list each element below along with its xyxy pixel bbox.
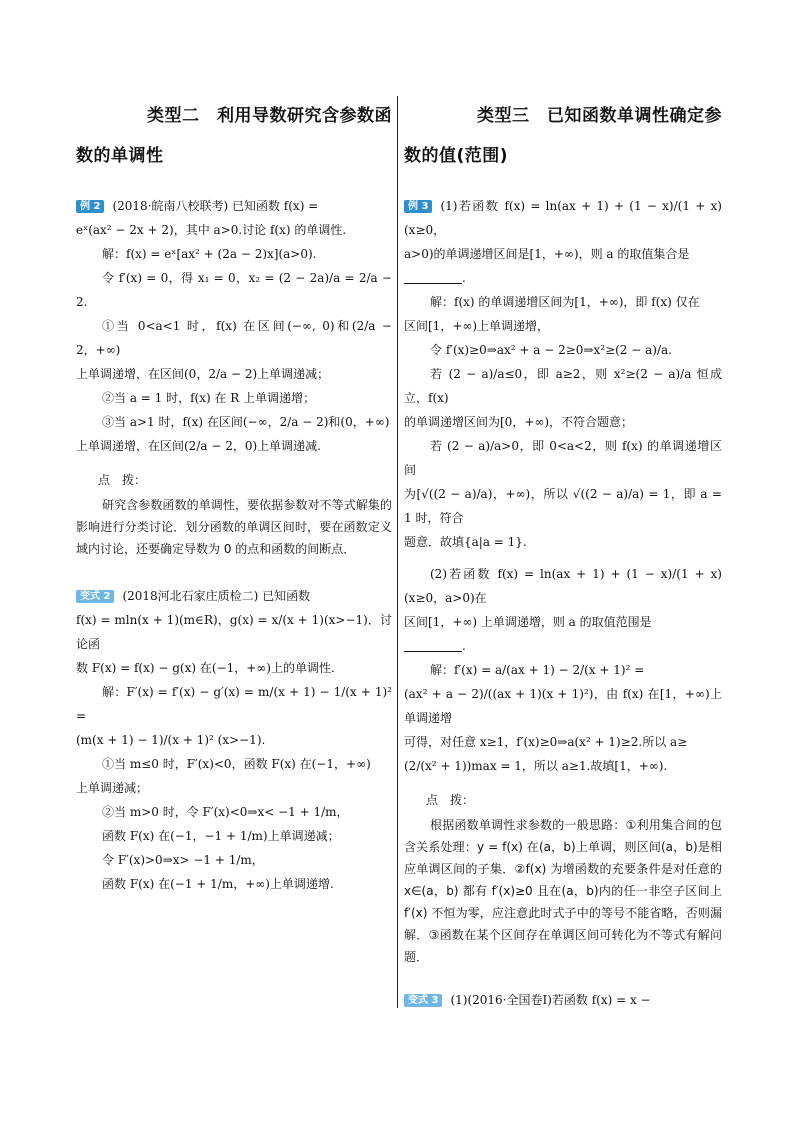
variant-2-statement-cont: 数 F(x) = f(x) − g(x) 在(−1，+∞)上的单调性. <box>76 661 335 675</box>
variant-3-statement: 变式 3 (1)(2016·全国卷Ⅰ)若函数 f(x) = x − <box>404 988 722 1012</box>
tip-label: 点 拨： <box>98 473 147 487</box>
tip-text: 研究含参数函数的单调性，要依据参数对不等式解集的影响进行分类讨论．划分函数的单调区间时，要在函数定义域内讨论，还要确定导数为 0 的点和函数的间断点． <box>76 498 392 556</box>
solution-line: 解：F′(x) = f′(x) − g′(x) = m/(x + 1) − 1/(x + 1)² = <box>76 685 392 723</box>
solution-line: 函数 F(x) 在(−1 + 1/m，+∞)上单调递增. <box>102 877 334 891</box>
example-3-question-2: (2)若函数 f(x) = ln(ax + 1) + (1 − x)/(1 + x)(x≥0，a>0)在 <box>404 567 722 605</box>
solution-line: 上单调递减； <box>76 781 149 795</box>
tip-text: 根据函数单调性求参数的一般思路：①利用集合间的包含关系处理：y = f(x) 在(a，b)上单调，则区间(a，b)是相应单调区间的子集．②f(x) 为增函数的充要条件是对任意的 x∈(a，b) 都有 f′(x)≥0 且在(a，b)内的任一非空子区间上 f′(x) 不恒为零，应注意此时式子中的等号不能省略，否则漏解．③函数在某个区间存在单调区间可转化为不等式有解问题． <box>404 818 722 964</box>
solution-line: 区间[1，+∞)上单调递增， <box>404 319 550 333</box>
example-2-statement-cont: eˣ(ax² − 2x + 2)，其中 a>0.讨论 f(x) 的单调性. <box>76 223 347 237</box>
answer-blank <box>404 271 462 284</box>
variant-2-statement: 变式 2 (2018河北石家庄质检二) 已知函数 <box>76 584 392 608</box>
solution-line: 若 (2 − a)/a>0，即 0<a<2，则 f(x) 的单调递增区间 <box>404 439 722 477</box>
solution-line: 若 (2 − a)/a≤0，即 a≥2，则 x²≥(2 − a)/a 恒成立，f(x) <box>404 367 722 405</box>
solution-line: ②当 m>0 时，令 F′(x)<0⇒x< −1 + 1/m， <box>102 805 349 819</box>
example-2 <box>76 194 392 458</box>
variant-2-tag: 变式 2 <box>76 590 114 603</box>
solution-line: 的单调递增区间为[0，+∞)，不符合题意； <box>404 415 634 429</box>
solution-line: 令 f′(x) = 0，得 x₁ = 0，x₂ = (2 − 2a)/a = 2/a − 2. <box>76 271 392 309</box>
solution-line: (ax² + a − 2)/((ax + 1)(x + 1)²)，由 f(x) 在[1，+∞)上单调递增 <box>404 687 722 725</box>
solution-line: (2/(x² + 1))max = 1，所以 a≥1.故填[1，+∞). <box>404 759 668 773</box>
tip-label: 点 拨： <box>426 793 475 807</box>
column-divider <box>397 96 398 1008</box>
variant-2-statement-cont: f(x) = mln(x + 1)(m∈R)，g(x) = x/(x + 1)(x>−1)．讨论函 <box>76 613 392 651</box>
solution-line: 题意．故填{a|a = 1}. <box>404 535 527 549</box>
answer-blank <box>404 639 462 652</box>
section-heading-type3: 类型三 已知函数单调性确定参 <box>477 106 722 126</box>
section-heading-type2: 类型二 利用导数研究含参数函 <box>147 106 392 126</box>
variant-3-tag: 变式 3 <box>404 994 442 1007</box>
solution-line: 令 F′(x)>0⇒x> −1 + 1/m， <box>102 853 264 867</box>
example-2-statement: 例 2 (2018·皖南八校联考) 已知函数 f(x) = <box>76 194 392 218</box>
right-column <box>404 96 722 1012</box>
answer-blank-line: . <box>404 266 722 290</box>
solution-line: ③当 a>1 时，f(x) 在区间(−∞，2/a − 2)和(0，+∞) <box>102 415 390 429</box>
section-heading-type3-cont: 数的值(范围) <box>404 146 509 166</box>
variant-2 <box>76 584 392 896</box>
section-heading-type2-cont: 数的单调性 <box>76 146 164 166</box>
solution-line: ①当 0<a<1 时，f(x) 在区间(−∞, 0)和(2/a − 2，+∞) <box>76 319 392 357</box>
example-3-tag: 例 3 <box>404 200 432 213</box>
example-3-question-2-cont: 区间[1，+∞) 上单调递增，则 a 的取值范围是 <box>404 615 652 629</box>
answer-blank-line: . <box>404 634 722 658</box>
solution-line: 解：f(x) 的单调递增区间为[1，+∞)，即 f(x) 仅在 <box>430 295 700 309</box>
solution-line: 函数 F(x) 在(−1，−1 + 1/m)上单调递减； <box>102 829 340 843</box>
solution-line: 为[√((2 − a)/a)，+∞)，所以 √((2 − a)/a) = 1，即 a = 1 时，符合 <box>404 487 722 525</box>
solution-line: 解：f′(x) = a/(ax + 1) − 2/(x + 1)² = <box>430 663 645 677</box>
solution-line: 可得，对任意 x≥1，f′(x)≥0⇒a(x² + 1)≥2.所以 a≥ <box>404 735 688 749</box>
left-column <box>76 96 392 896</box>
solution-line: 解：f(x) = eˣ[ax² + (2a − 2)x](a>0). <box>102 247 317 261</box>
solution-line: ①当 m≤0 时，F′(x)<0，函数 F(x) 在(−1，+∞) <box>102 757 371 771</box>
solution-line: 令 f′(x)≥0⇒ax² + a − 2≥0⇒x²≥(2 − a)/a. <box>430 343 672 357</box>
solution-line: 上单调递增，在区间(2/a − 2，0)上单调递减. <box>76 439 321 453</box>
example-3 <box>404 194 722 778</box>
example-3-question-1: 例 3 (1)若函数 f(x) = ln(ax + 1) + (1 − x)/(1 + x)(x≥0， <box>404 199 722 237</box>
variant-3 <box>404 988 722 1012</box>
solution-line: (m(x + 1) − 1)/(x + 1)² (x>−1). <box>76 733 266 747</box>
solution-line: ②当 a = 1 时，f(x) 在 R 上单调递增； <box>102 391 316 405</box>
example-2-tag: 例 2 <box>76 200 104 213</box>
example-3-question-1-cont: a>0)的单调递增区间是[1，+∞)，则 a 的取值集合是 <box>404 247 690 261</box>
solution-line: 上单调递增，在区间(0，2/a − 2)上单调递减； <box>76 367 330 381</box>
